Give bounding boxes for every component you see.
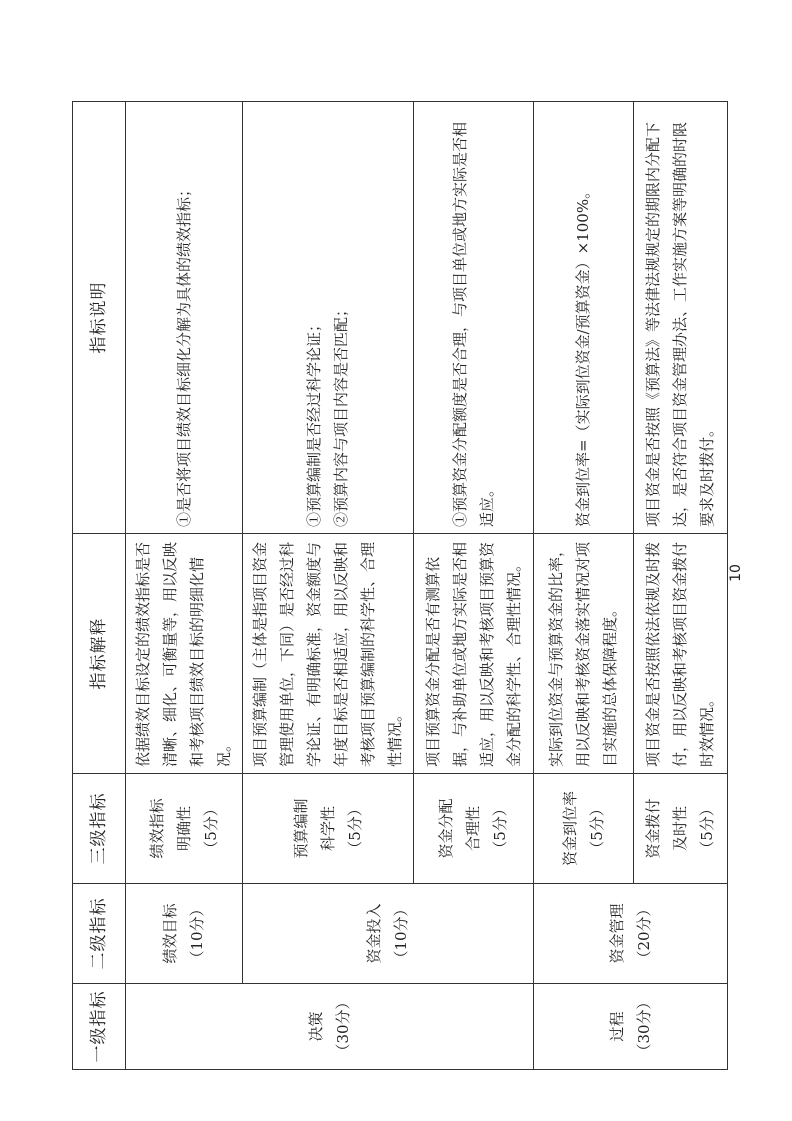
explanation-cell: 依据绩效目标设定的绩效指标是否清晰、细化、可衡量等，用以反映和考核项目绩效目标的明细化情况。 (126, 534, 243, 774)
explanation-cell: 项目预算编制（主体是指项目资金管理使用单位，下同）是否经过科学论证、有明确标准，资金额度与年度目标是否相适应，用以反映和考核项目预算编制的科学性、合理性情况。 (243, 534, 414, 774)
header-level2: 二级指标 (73, 884, 126, 984)
level2-goal: 绩效目标 （10分） (126, 884, 243, 984)
description-cell: ①预算编制是否经过科学论证； ②预算内容与项目内容是否匹配； (243, 102, 414, 534)
header-level1: 一级指标 (73, 984, 126, 1070)
level3-cell: 绩效指标 明确性 （5分） (126, 774, 243, 884)
description-cell: 项目资金是否按照《预算法》等法律法规规定的期限内分配下达，是否符合项目资金管理办法、工作实施方案等明确的时限要求及时拨付。 (634, 102, 728, 534)
level3-cell: 资金拨付 及时性 （5分） (634, 774, 728, 884)
description-cell: ①预算资金分配额度是否合理，与项目单位或地方实际是否相适应。 (414, 102, 534, 534)
level3-cell: 资金分配 合理性 （5分） (414, 774, 534, 884)
level3-cell: 资金到位率 （5分） (534, 774, 634, 884)
indicator-table-rotated (72, 102, 716, 1070)
table-row (243, 102, 414, 1070)
header-explanation: 指标解释 (73, 534, 126, 774)
description-cell: ①是否将项目绩效目标细化分解为具体的绩效指标； (126, 102, 243, 534)
explanation-cell: 项目资金是否按照依法依规及时拨付，用以反映和考核项目资金拨付时效情况。 (634, 534, 728, 774)
description-cell: 资金到位率=（实际到位资金/预算资金）×100%。 (534, 102, 634, 534)
level2-invest: 资金投入 （10分） (243, 884, 534, 984)
level1-process: 过程 （30分） (534, 984, 728, 1070)
header-description: 指标说明 (73, 102, 126, 534)
table-row (126, 102, 243, 1070)
explanation-cell: 实际到位资金与预算资金的比率，用以反映和考核资金落实情况对项目实施的总体保障程度。 (534, 534, 634, 774)
table-header-row (73, 102, 126, 1070)
table-row (534, 102, 634, 1070)
level1-decision: 决策 （30分） (126, 984, 534, 1070)
explanation-cell: 项目预算资金分配是否有测算依据，与补助单位或地方实际是否相适应，用以反映和考核项目预算资金分配的科学性、合理性情况。 (414, 534, 534, 774)
page-number: 10 (727, 564, 744, 582)
indicator-table (72, 101, 728, 1070)
level2-manage: 资金管理 （20分） (534, 884, 728, 984)
level3-cell: 预算编制 科学性 （5分） (243, 774, 414, 884)
header-level3: 三级指标 (73, 774, 126, 884)
